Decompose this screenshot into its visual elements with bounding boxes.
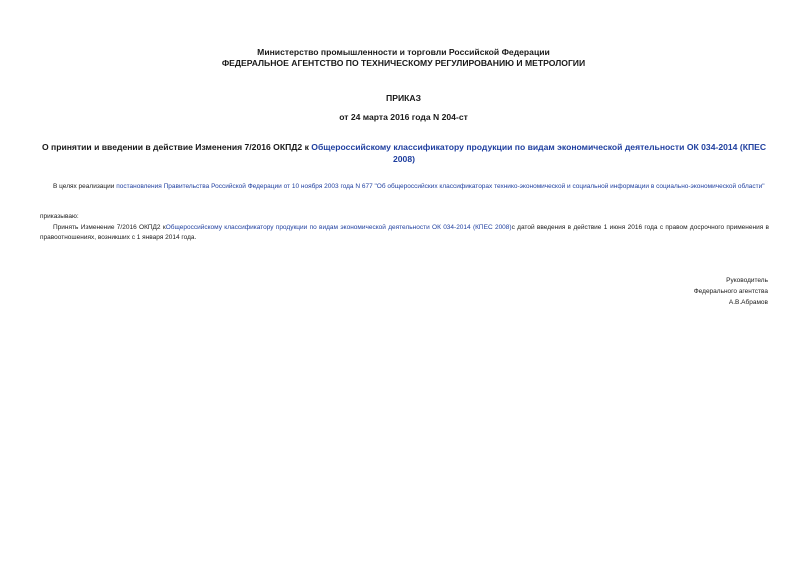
orders-word: приказываю: bbox=[40, 213, 79, 220]
decision-suffix: с датой введения в действие 1 июня 2016 года с правом досрочного применения в правоотношениях, возникших с 1 января 2014 года. bbox=[40, 224, 770, 241]
ministry-name: Министерство промышленности и торговли Российской Федерации bbox=[257, 47, 550, 57]
paragraph-decision bbox=[40, 223, 769, 243]
classifier-link[interactable]: Общероссийскому классификатору продукции по видам экономической деятельности ОК 034-2014 (КПЕС 2008) bbox=[311, 142, 767, 164]
paragraph-purpose bbox=[40, 182, 769, 192]
signature-block bbox=[694, 275, 768, 308]
order-date: от 24 марта 2016 года N 204-ст bbox=[339, 112, 468, 122]
classifier-link-2[interactable]: Общероссийскому классификатору продукции по видам экономической деятельности ОК 034-2014 (КПЕС 2008) bbox=[165, 224, 512, 231]
subject-prefix: О принятии и введении в действие Изменения 7/2016 ОКПД2 к bbox=[41, 142, 312, 152]
signature-name: А.В.Абрамов bbox=[728, 299, 768, 306]
purpose-prefix: В целях реализации bbox=[53, 183, 117, 190]
signature-agency: Федерального агентства bbox=[693, 288, 768, 295]
order-subject bbox=[40, 141, 768, 165]
decree-link[interactable]: постановления Правительства Российской Федерации от 10 ноября 2003 года N 677 "Об общероссийских классификаторах технико-экономической и социальной информации в социально-экономической области" bbox=[116, 183, 765, 190]
signature-position: Руководитель bbox=[726, 277, 768, 284]
agency-name: ФЕДЕРАЛЬНОЕ АГЕНТСТВО ПО ТЕХНИЧЕСКОМУ РЕГУЛИРОВАНИЮ И МЕТРОЛОГИИ bbox=[221, 58, 586, 68]
decision-prefix: Принять Изменение 7/2016 ОКПД2 к bbox=[53, 224, 166, 231]
order-title: ПРИКАЗ bbox=[386, 93, 421, 103]
